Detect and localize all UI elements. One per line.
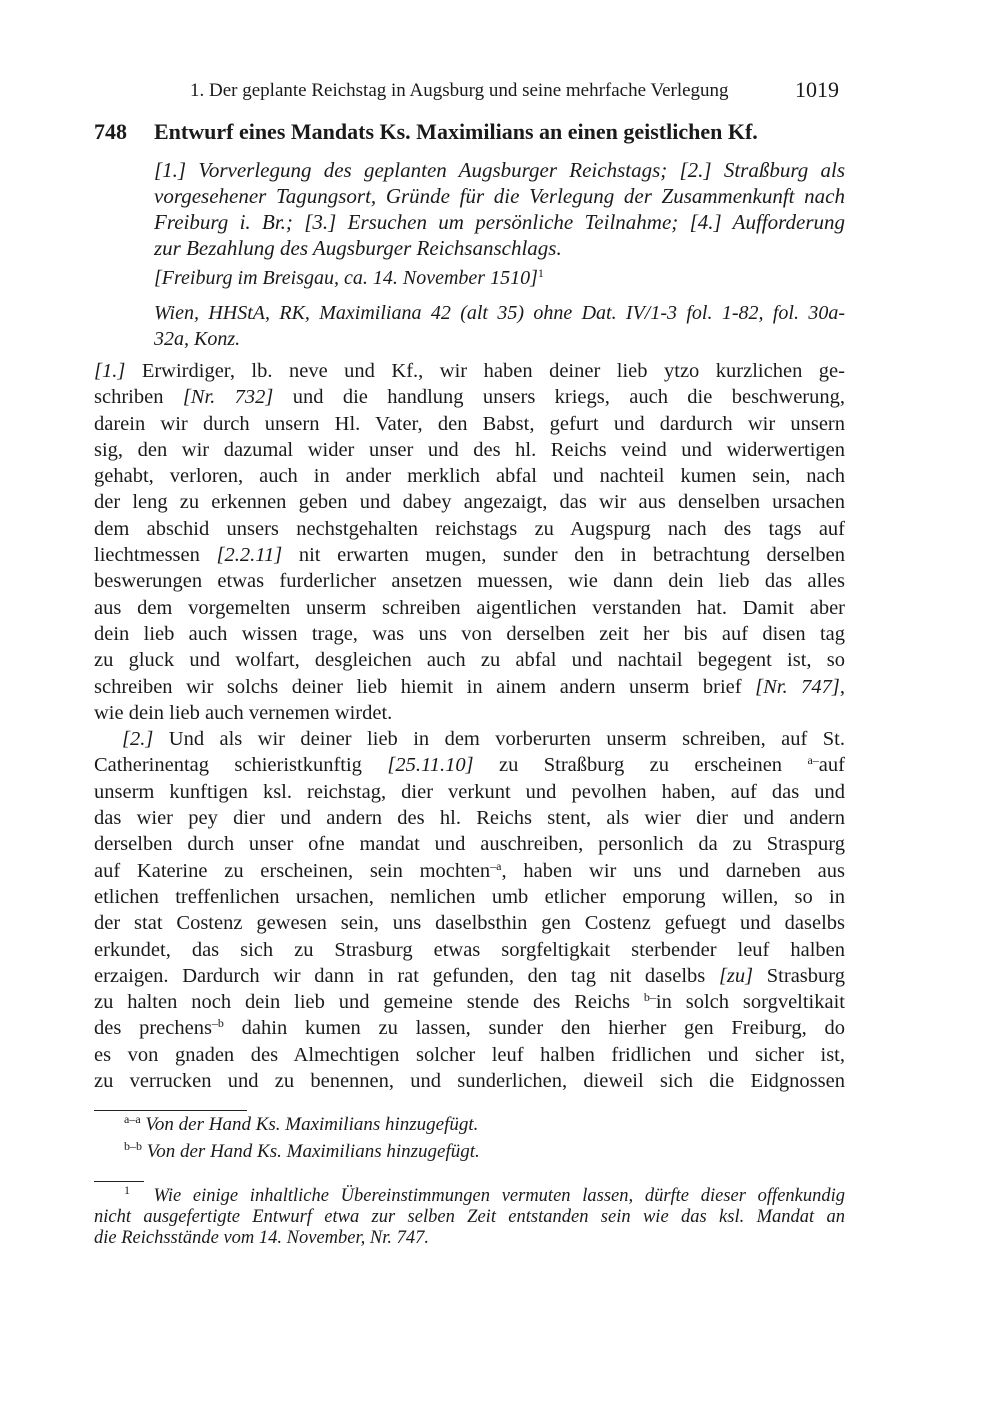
body-line xyxy=(94,463,845,489)
body-text xyxy=(94,358,845,1094)
body-line xyxy=(94,621,845,647)
body-line xyxy=(94,595,845,621)
document-date xyxy=(154,267,845,290)
body-text-run: zu Straßburg zu erscheinen xyxy=(473,754,808,777)
document-heading xyxy=(94,119,854,145)
body-line xyxy=(94,1042,845,1068)
note-marker: b– xyxy=(643,990,656,1005)
body-text-run: es von gnaden des Almechtigen solcher leuf halben fridlichen und sicher ist, xyxy=(94,1043,845,1066)
footnote-divider xyxy=(94,1181,144,1182)
body-text-run: etlichen treffenlichen ursachen, nemlichen umb etlicher emporung willen, so in xyxy=(94,885,845,908)
body-line xyxy=(94,989,845,1015)
note-mark: a–a xyxy=(124,1112,141,1126)
body-line xyxy=(94,489,845,515)
body-line xyxy=(94,726,845,752)
notes-divider xyxy=(94,1110,247,1111)
body-line xyxy=(94,568,845,594)
body-text-run: Strasburg xyxy=(753,964,845,987)
footnote-line: nicht ausgefertigte Entwurf etwa zur selben Zeit entstanden sein wie das ksl. Mandat an xyxy=(94,1207,845,1227)
footnote-line: die Reichsstände vom 14. November, Nr. 747. xyxy=(94,1228,430,1248)
document-title: Entwurf eines Mandats Ks. Maximilians an einen geistlichen Kf. xyxy=(154,119,758,144)
body-line xyxy=(94,384,845,410)
note-marker: –b xyxy=(211,1016,224,1031)
summary-line: [1.] Vorverlegung des geplanten Augsburger Reichstags; [2.] Straßburg als xyxy=(154,158,845,182)
body-line xyxy=(94,779,845,805)
body-line xyxy=(94,831,845,857)
summary-line: Freiburg i. Br.; [3.] Ersuchen um persönliche Teilnahme; [4.] Aufforderung xyxy=(154,210,845,234)
body-text-run: dahin kumen zu lassen, sunder den hierher gen Freiburg, do xyxy=(223,1017,845,1040)
document-number: 748 xyxy=(94,119,127,144)
body-text-run: schreiben wir solchs deiner lieb hiemit in ainem andern unserm brief xyxy=(94,675,756,698)
editorial-reference: [2.2.11] xyxy=(216,544,283,567)
body-text-run: aus dem vorgemelten unserm schreiben aigentlichen verstanden hat. Damit aber xyxy=(94,596,845,619)
body-text-run: erzaigen. Dardurch wir dann in rat gefunden, den tag nit daselbs xyxy=(94,964,719,987)
body-text-run: das wier pey dier und andern des hl. Reichs stent, als wier dier und andern xyxy=(94,807,845,830)
body-line xyxy=(94,700,845,726)
body-line xyxy=(94,437,845,463)
body-text-run: des prechens xyxy=(94,1017,212,1040)
body-text-run: der stat Costenz gewesen sein, uns daselbsthin gen Costenz gefuegt und daselbs xyxy=(94,912,845,935)
footnote-mark: 1 xyxy=(124,1183,130,1197)
body-line xyxy=(94,411,845,437)
document-source xyxy=(154,300,845,352)
editorial-reference: [Nr. 732] xyxy=(182,386,274,409)
source-line: Wien, HHStA, RK, Maximiliana 42 (alt 35) ohne Dat. IV/1-3 fol. 1-82, fol. 30a- xyxy=(154,302,845,324)
body-text-run: zu verrucken und zu benennen, und sunderlichen, dieweil sich die Eidgnossen xyxy=(94,1070,845,1093)
body-text-run: unserm kunftigen ksl. reichstag, dier verkunt und pevolhen haben, auf das und xyxy=(94,780,845,803)
editorial-reference: [zu] xyxy=(718,964,754,987)
body-text-run: derselben durch unser ofne mandat und auschreiben, personlich da zu Straspurg xyxy=(94,833,845,856)
editorial-reference: [Nr. 747] xyxy=(755,675,840,698)
footnote-line xyxy=(94,1183,846,1207)
note-marker: a– xyxy=(807,753,819,768)
body-text-run: dein lieb auch wissen trage, was uns von derselben zeit her bis auf disen tag xyxy=(94,622,845,645)
footnote-1 xyxy=(94,1183,846,1249)
source-line: 32a, Konz. xyxy=(154,328,241,350)
body-text-run: , haben wir uns und darneben aus xyxy=(501,859,846,882)
body-line xyxy=(94,937,845,963)
body-text-run: zu halten noch dein lieb und gemeine stende des Reichs xyxy=(94,991,644,1014)
editorial-reference: [25.11.10] xyxy=(387,754,474,777)
body-line xyxy=(94,963,845,989)
text-note-a xyxy=(124,1114,478,1136)
body-text-run: sig, den wir dazumal wider unser und des hl. Reichs veind und widerwertigen xyxy=(94,438,845,461)
body-text-run: erkundet, das sich zu Strasburg etwas sorgfeltigkait sterbender leuf halben xyxy=(94,938,845,961)
note-marker: –a xyxy=(490,858,502,873)
body-text-run: nit erwarten mugen, sunder den in betrachtung derselben xyxy=(282,544,845,567)
body-line xyxy=(94,910,845,936)
note-mark: b–b xyxy=(124,1139,142,1153)
footnote-ref[interactable]: 1 xyxy=(537,266,544,280)
body-text-run: schriben xyxy=(94,386,183,409)
note-text: Von der Hand Ks. Maximilians hinzugefügt. xyxy=(146,1141,480,1162)
footnote-text: Wie einige inhaltliche Übereinstimmungen vermuten lassen, dürfte dieser offenkundig xyxy=(153,1186,846,1206)
body-line xyxy=(94,516,845,542)
body-text-run: dem abschid unsers nechstgehalten reichstags zu Augspurg nach des tags auf xyxy=(94,517,845,540)
body-text-run: gehabt, verloren, auch in ander merklich abfal und nachteil kumen sein, nach xyxy=(94,465,845,488)
body-text-run: zu gluck und wolfart, desgleichen auch zu abfal und nachtail begegent ist, so xyxy=(94,649,845,672)
editorial-reference: [2.] xyxy=(122,728,154,751)
body-line xyxy=(94,858,845,884)
body-text-run: Erwirdiger, lb. neve und Kf., wir haben deiner lieb ytzo kurzlichen ge- xyxy=(125,360,845,382)
body-text-run: beswerungen etwas furderlicher ansetzen muessen, wie dann dein lieb das alles xyxy=(94,570,845,593)
body-text-run: liechtmessen xyxy=(94,544,217,567)
date-text: [Freiburg im Breisgau, ca. 14. November 1510] xyxy=(154,267,538,289)
body-text-run: darein wir durch unsern Hl. Vater, den Babst, gefurt und dardurch wir unsern xyxy=(94,412,845,435)
body-line xyxy=(94,647,845,673)
body-text-run: Catherinentag schieristkunftig xyxy=(94,754,388,777)
body-line xyxy=(94,884,845,910)
document-summary xyxy=(154,157,845,261)
body-text-run: in solch sorgveltikait xyxy=(655,991,845,1014)
body-text-run: auf xyxy=(818,754,845,777)
running-title: 1. Der geplante Reichstag in Augsburg und seine mehrfache Verlegung xyxy=(190,80,729,101)
body-text-run: wie dein lieb auch vernemen wirdet. xyxy=(94,701,393,724)
body-text-run: auf Katerine zu erscheinen, sein mochten xyxy=(94,859,491,882)
text-note-b xyxy=(124,1141,480,1163)
body-text-run: , xyxy=(839,675,845,698)
body-text-run: der leng zu erkennen geben und dabey angezaigt, das wir aus denselben ursachen xyxy=(94,491,845,514)
body-line xyxy=(94,1068,845,1094)
note-text: Von der Hand Ks. Maximilians hinzugefügt. xyxy=(145,1114,479,1135)
summary-line: vorgesehener Tagungsort, Gründe für die Verlegung der Zusammenkunft nach xyxy=(154,184,845,208)
body-line xyxy=(94,674,845,700)
body-line xyxy=(94,542,845,568)
body-text-run: Und als wir deiner lieb in dem vorberurten unserm schreiben, auf St. xyxy=(153,728,845,751)
body-line xyxy=(94,358,845,384)
editorial-reference: [1.] xyxy=(94,360,126,382)
body-text-run: und die handlung unsers kriegs, auch die beschwerung, xyxy=(273,386,845,409)
page-number: 1019 xyxy=(795,77,839,102)
body-line xyxy=(94,805,845,831)
body-line xyxy=(94,752,845,778)
summary-line: zur Bezahlung des Augsburger Reichsanschlags. xyxy=(154,236,562,260)
body-line xyxy=(94,1015,845,1041)
